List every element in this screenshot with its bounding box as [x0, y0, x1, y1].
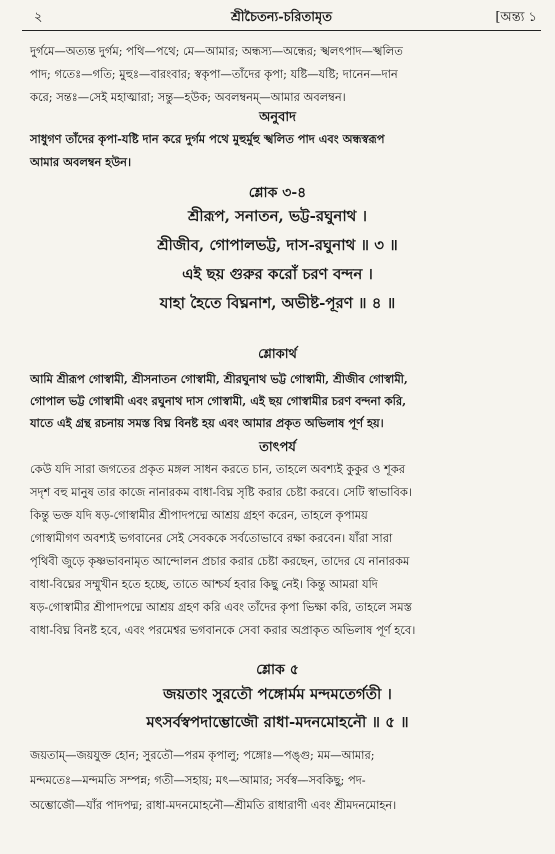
shlokartha-line: আমি শ্রীরূপ গোস্বামী, শ্রীসনাতন গোস্বামী, শ্রীরঘুনাথ ভট্ট গোস্বামী, শ্রীজীব গোস্বামী, [30, 372, 408, 386]
shlokartha-line: যাতে এই গ্রন্থ রচনায় সমস্ত বিঘ্ন বিনষ্ট হয় এবং আমার প্রকৃত অভিলাষ পূর্ণ হয়। [30, 416, 384, 430]
verse-line: যাহা হৈতে বিঘ্ননাশ, অভীষ্ট-পূরণ ॥ ৪ ॥ [159, 294, 396, 312]
verse-heading-3-4: শ্লোক ৩-৪ [248, 185, 307, 201]
shlokartha-line: গোপাল ভট্ট গোস্বামী এবং রঘুনাথ দাস গোস্বামী, এই ছয় গোস্বামীর চরণ বন্দনা করি, [30, 394, 407, 408]
synonyms-line: মন্দমতেঃ—মন্দমতি সম্পন্ন; গতী—সহায়; মৎ—আমার; সর্বস্ব—সবকিছু; পদ- [30, 773, 366, 787]
tatparya-line: কেউ যদি সারা জগতের প্রকৃত মঙ্গল সাধন করতে চান, তাহলে অবশ্যই কুকুর ও শূকর [30, 462, 406, 476]
synonyms-line: পাদ; গতেঃ—গতি; মুহুঃ—বারংবার; স্বকৃপা—তাঁদের কৃপা; যষ্টি—যষ্টি; দানেন—দান [30, 67, 398, 81]
verse-line: এই ছয় গুরুর করোঁ চরণ বন্দন । [182, 265, 373, 283]
tatparya-line: পৃথিবী জুড়ে কৃষ্ণভাবনামৃত আন্দোলন প্রচার করার চেষ্টা করছেন, তাদের যে নানারকম [30, 554, 410, 568]
synonyms-line: দুর্গমে—অত্যন্ত দুর্গম; পথি—পথে; মে—আমার; অন্ধস্য—অন্ধের; স্খলৎপাদ—স্খলিত [30, 44, 403, 58]
verse-heading-5: শ্লোক ৫ [256, 662, 299, 678]
verse-line: শ্রীরূপ, সনাতন, ভট্ট-রঘুনাথ । [187, 207, 367, 225]
verse-line: জয়তাং সুরতৌ পঙ্গোর্মম মন্দমতের্গতী । [163, 685, 392, 703]
book-title: শ্রীচৈতন্য-চরিতামৃত [230, 10, 333, 25]
verse-3-4 [0, 202, 555, 318]
translation-line: সাধুগণ তাঁদের কৃপা-যষ্টি দান করে দুর্গম পথে মুহুর্মুহু স্খলিত পাদ এবং অন্ধস্বরূপ [30, 132, 385, 146]
verse-line: মৎসর্বস্বপদাম্ভোজৌ রাধা-মদনমোহনৌ ॥ ৫ ॥ [146, 713, 409, 731]
shlokartha-text [30, 368, 537, 434]
synonyms-line: জয়তাম্—জয়যুক্ত হোন; সুরতৌ—পরম কৃপালু; পঙ্গোঃ—পঙ্গু; মম—আমার; [30, 748, 375, 762]
tatparya-line: গোস্বামীগণ অবশ্যই ভগবানের সেই সেবককে সর্বতোভাবে রক্ষা করবেন। যাঁরা সারা [30, 531, 393, 545]
tatparya-line: বাধা-বিঘ্ন বিনষ্ট হবে, এবং পরমেশ্বর ভগবানকে সেবা করার অপ্রাকৃত অভিলাষ পূর্ণ হবে। [30, 623, 416, 637]
verse-line: শ্রীজীব, গোপালভট্ট, দাস-রঘুনাথ ॥ ৩ ॥ [157, 236, 398, 254]
tatparya-heading: তাৎপর্য [259, 440, 296, 455]
translation-text [30, 128, 537, 174]
shlokartha-heading: শ্লোকার্থ [258, 347, 297, 362]
tatparya-text [30, 458, 537, 642]
translation-line: আমার অবলম্বন হউন। [30, 155, 132, 169]
synonyms-bottom [30, 743, 537, 818]
page-number: ২ [34, 10, 43, 25]
tatparya-line: ষড়-গোস্বামীর শ্রীপাদপদ্মে আশ্রয় গ্রহণ করি এবং তাঁদের কৃপা ভিক্ষা করি, তাহলে সমস্ত [30, 600, 412, 614]
chapter-label: [অন্ত্য ১ [495, 10, 537, 25]
synonyms-line: অম্ভোজৌ—যাঁর পাদপদ্ম; রাধা-মদনমোহনৌ—শ্রীমতি রাধারাণী এবং শ্রীমদনমোহন। [30, 798, 397, 812]
tatparya-line: বাধা-বিঘ্নের সম্মুখীন হতে হচ্ছে, তাতে আশ্চর্য হবার কিছু নেই। কিন্তু আমরা যদি [30, 577, 378, 591]
page-header [22, 6, 541, 31]
tatparya-line: সদৃশ বহু মানুষ তার কাজে নানারকম বাধা-বিঘ্ন সৃষ্টি করার চেষ্টা করবে। সেটি স্বাভাবিক। [30, 485, 412, 499]
tatparya-line: কিন্তু ভক্ত যদি ষড়-গোস্বামীর শ্রীপাদপদ্মে আশ্রয় গ্রহণ করেন, তাহলে কৃপাময় [30, 508, 368, 522]
verse-5 [0, 680, 555, 736]
synonyms-line: করে; সন্তঃ—সেই মহাত্মারা; সন্তু—হউক; অবলম্বনম্—আমার অবলম্বন। [30, 90, 346, 104]
synonyms-top [30, 40, 537, 109]
translation-heading: অনুবাদ [259, 110, 296, 125]
